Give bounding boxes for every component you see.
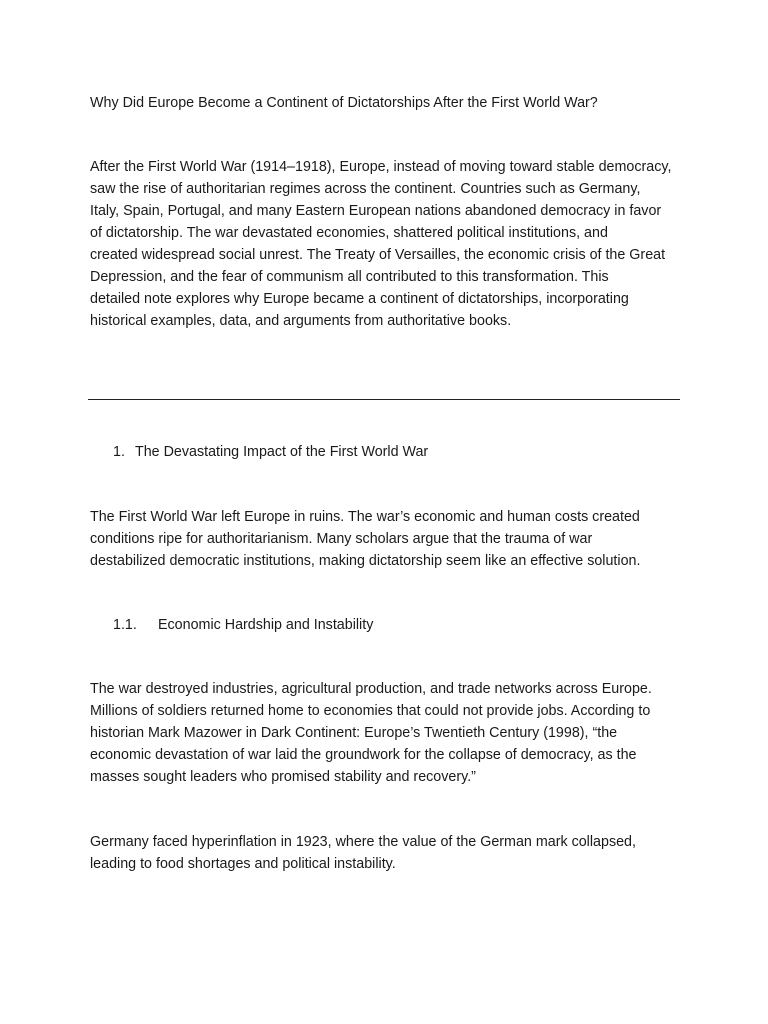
intro-line: saw the rise of authoritarian regimes across the continent. Countries such as Germany, <box>90 181 641 197</box>
section-1-heading-text: The Devastating Impact of the First World War <box>135 444 429 460</box>
paragraph-line: The First World War left Europe in ruins. The war’s economic and human costs created <box>90 509 640 525</box>
section-1-1-heading-text: Economic Hardship and Instability <box>158 617 374 633</box>
intro-line: After the First World War (1914–1918), Europe, instead of moving toward stable democracy, <box>90 159 672 175</box>
paragraph-line: masses sought leaders who promised stability and recovery.” <box>90 769 476 785</box>
intro-line: of dictatorship. The war devastated economies, shattered political institutions, and <box>90 225 608 241</box>
paragraph-line: conditions ripe for authoritarianism. Many scholars argue that the trauma of war <box>90 531 593 547</box>
intro-line: Italy, Spain, Portugal, and many Eastern European nations abandoned democracy in favor <box>90 203 662 219</box>
section-1-number: 1. <box>113 444 125 460</box>
section-1-1-paragraph <box>90 678 680 788</box>
section-1-1-paragraph-2 <box>90 831 680 875</box>
section-1-paragraph <box>90 506 680 572</box>
paragraph-line: economic devastation of war laid the groundwork for the collapse of democracy, as the <box>90 747 637 763</box>
horizontal-divider <box>88 399 680 400</box>
paragraph-line: leading to food shortages and political instability. <box>90 856 396 872</box>
title-text: Why Did Europe Become a Continent of Dictatorships After the First World War? <box>90 95 598 111</box>
intro-line: created widespread social unrest. The Treaty of Versailles, the economic crisis of the Great <box>90 247 666 263</box>
paragraph-line: Millions of soldiers returned home to economies that could not provide jobs. According to <box>90 703 651 719</box>
document-title <box>90 92 680 114</box>
section-1-1-heading <box>113 614 703 636</box>
paragraph-line: Germany faced hyperinflation in 1923, where the value of the German mark collapsed, <box>90 834 636 850</box>
section-1-1-number: 1.1. <box>113 617 137 633</box>
intro-line: Depression, and the fear of communism all contributed to this transformation. This <box>90 269 609 285</box>
intro-paragraph <box>90 156 680 332</box>
paragraph-line: destabilized democratic institutions, making dictatorship seem like an effective solution. <box>90 553 641 569</box>
intro-line: historical examples, data, and arguments from authoritative books. <box>90 313 512 329</box>
section-1-heading <box>113 441 703 463</box>
paragraph-line: The war destroyed industries, agricultural production, and trade networks across Europe. <box>90 681 652 697</box>
paragraph-line: historian Mark Mazower in Dark Continent: Europe’s Twentieth Century (1998), “the <box>90 725 618 741</box>
intro-line: detailed note explores why Europe became a continent of dictatorships, incorporating <box>90 291 629 307</box>
